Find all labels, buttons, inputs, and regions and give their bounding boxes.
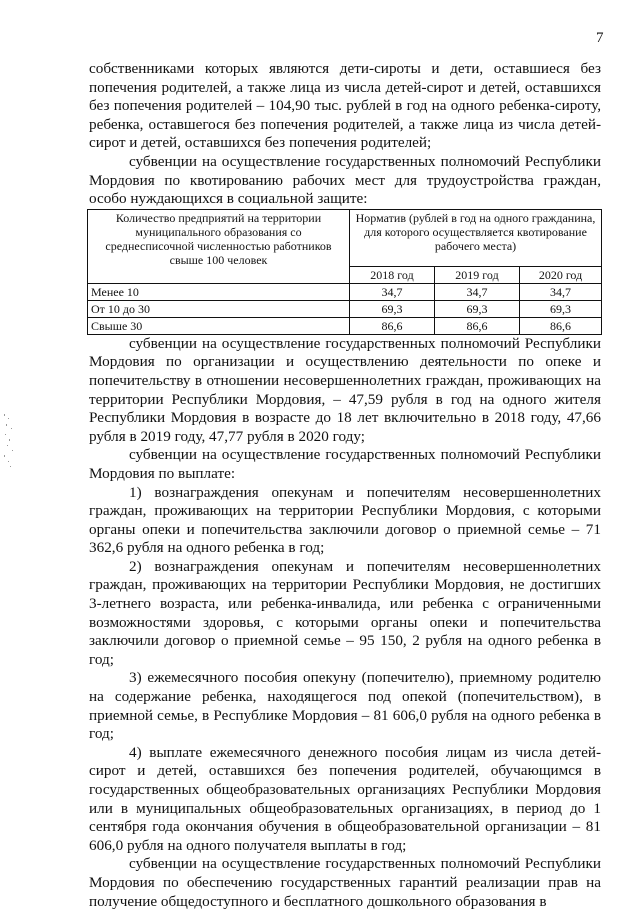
table-cell-category: Свыше 30 xyxy=(88,317,350,334)
table-row xyxy=(88,317,602,334)
list-item: 4) выплате ежемесячного денежного пособия лицам из числа детей-сирот и детей, оставшихся без попечения родителей, обучающимся в государственных общеобразовательных организациях Республики Мордовия или в муниципальных общеобразовательных организациях, в период до 1 сентября года окончания обучения в общеобразовательной организации – 81 606,0 рубля на одного получателя выплаты в год; xyxy=(89,743,601,854)
list-item: 3) ежемесячного пособия опекуну (попечителю), приемному родителю на содержание ребенка, находящегося под опекой (попечительством), в приемной семье, в Республике Мордовия – 81 606,0 рубля на одного ребенка в год; xyxy=(89,669,601,743)
list-item: 1) вознаграждения опекунам и попечителям несовершеннолетних граждан, проживающих на территории Республики Мордовия, с которыми органы опеки и попечительства заключили договор о приемной семье – 71 362,6 рубля на одного ребенка в год; xyxy=(89,483,601,557)
paragraph: субвенции на осуществление государственных полномочий Республики Мордовия по организации и осуществлению деятельности по опеке и попечительству в отношении несовершеннолетних граждан, проживающих на территории Республики Мордовия, – 47,59 рубля в год на одного жителя Республики Мордовия в возрасте до 18 лет включительно в 2018 году, 47,66 рубля в 2019 году, 47,77 рубля в 2020 году; xyxy=(89,334,601,445)
table-cell-category: От 10 до 30 xyxy=(88,300,350,317)
table-cell-value: 86,6 xyxy=(350,317,435,334)
scan-noise xyxy=(2,412,22,472)
table-header-year: 2020 год xyxy=(520,266,602,283)
table-header-norm: Норматив (рублей в год на одного гражданина, для которого осуществляется квотирование рабочего места) xyxy=(350,209,602,266)
table-row xyxy=(88,283,602,300)
quota-table xyxy=(87,209,602,335)
table-cell-value: 86,6 xyxy=(435,317,520,334)
table-header-enterprises: Количество предприятий на территории муниципального образования со среднесписочной численностью работников свыше 100 человек xyxy=(88,209,350,283)
table-cell-value: 34,7 xyxy=(435,283,520,300)
table-cell-value: 86,6 xyxy=(520,317,602,334)
table-cell-category: Менее 10 xyxy=(88,283,350,300)
paragraph: субвенции на осуществление государственных полномочий Республики Мордовия по обеспечению государственных гарантий реализации прав на получение общедоступного и бесплатного дошкольного образования в xyxy=(89,855,601,910)
table-header-year: 2018 год xyxy=(350,266,435,283)
table-cell-value: 34,7 xyxy=(350,283,435,300)
table-cell-value: 69,3 xyxy=(350,300,435,317)
paragraph: субвенции на осуществление государственных полномочий Республики Мордовия по квотированию рабочих мест для трудоустройства граждан, особо нуждающихся в социальной защите: xyxy=(89,152,601,208)
paragraph: субвенции на осуществление государственных полномочий Республики Мордовия по выплате: xyxy=(89,446,601,482)
table-cell-value: 69,3 xyxy=(520,300,602,317)
table-cell-value: 69,3 xyxy=(435,300,520,317)
list-item: 2) вознаграждения опекунам и попечителям несовершеннолетних граждан, проживающих на территории Республики Мордовия, не достигших 3-летнего возраста, или ребенка-инвалида, или ребенка с ограниченными возможностями здоровья, с которыми органы опеки и попечительства заключили договор о приемной семье – 95 150, 2 рубля на одного ребенка в год; xyxy=(89,557,601,668)
document-body xyxy=(89,60,601,911)
paragraph: собственниками которых являются дети-сироты и дети, оставшиеся без попечения родителей, а также лица из числа детей-сирот и детей, оставшихся без попечения родителей – 104,90 тыс. рублей в год на одного ребенка-сироту, ребенка, оставшегося без попечения родителей, а также лица из числа детей-сирот и детей, оставшихся без попечения родителей; xyxy=(89,60,601,152)
table-cell-value: 34,7 xyxy=(520,283,602,300)
table-header-year: 2019 год xyxy=(435,266,520,283)
table-row xyxy=(88,300,602,317)
page-number: 7 xyxy=(596,30,604,46)
